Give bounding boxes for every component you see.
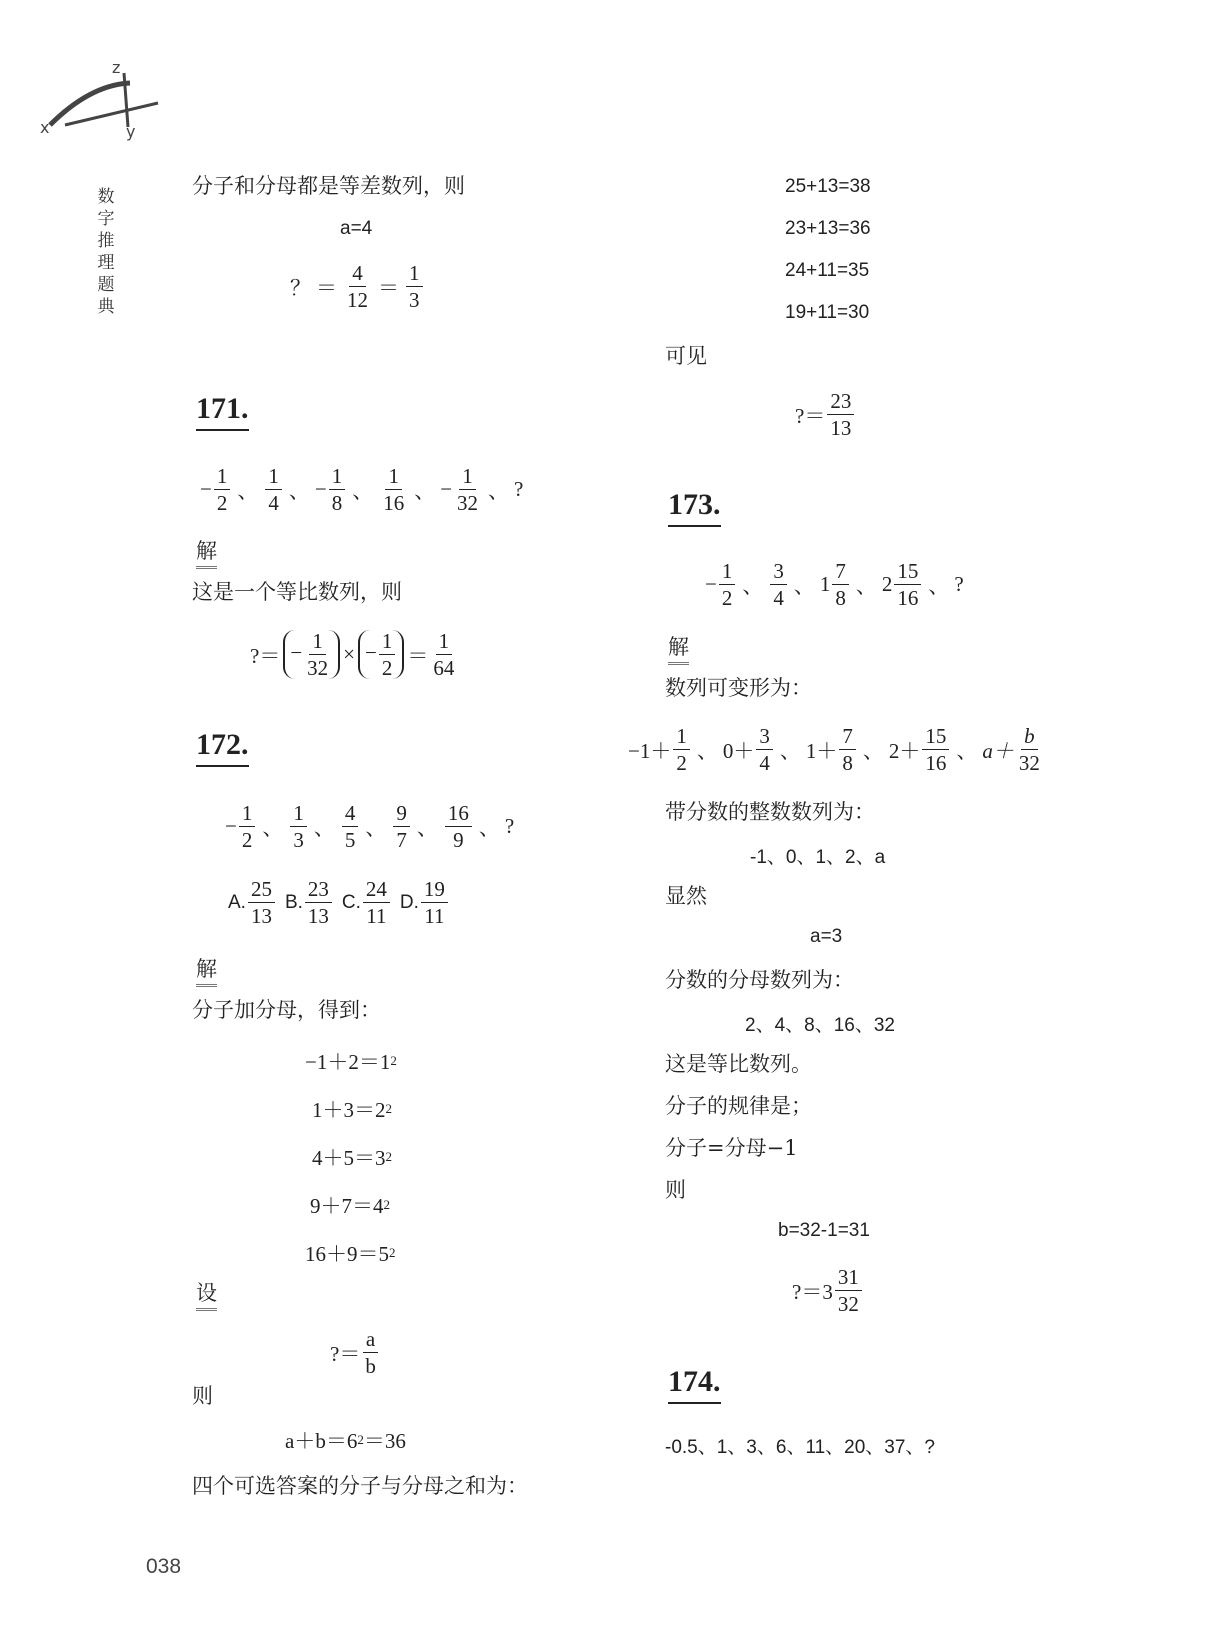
integer-sequence: -1、0、1、2、a	[750, 847, 886, 868]
sum-equation: 1＋3＝2 2	[312, 1098, 392, 1122]
solution-label-173: 解	[668, 634, 689, 665]
xianran-text: 显然	[665, 884, 707, 908]
options-sum-text: 四个可选答案的分子与分母之和为：	[192, 1474, 528, 1498]
problem-174-title: 174.	[668, 1365, 721, 1404]
prev-answer: ？ ＝ 4 12 ＝ 1 3	[290, 262, 425, 311]
problem-173-text2: 带分数的整数数列为：	[665, 800, 875, 824]
book-title-vertical	[93, 186, 119, 318]
logo-x-label: x	[40, 118, 50, 137]
axes-logo-icon	[30, 55, 170, 145]
problem-171-text: 这是一个等比数列，则	[192, 580, 402, 604]
then-text-173: 则	[665, 1178, 686, 1202]
side-char: 典	[97, 297, 115, 317]
geometric-text: 这是等比数列。	[665, 1052, 812, 1076]
ab-sum-equation: a＋b＝6 2 ＝36	[285, 1429, 406, 1453]
side-char: 题	[97, 275, 115, 295]
problem-173-sequence: − $\frac{1}{2}$ 、 3 4 、 1 7 8 、 2 15 16 、 ?	[705, 559, 964, 611]
intro-text: 分子和分母都是等差数列，则	[192, 174, 465, 198]
logo-z-label: z	[112, 58, 121, 77]
problem-173-text1: 数列可变形为：	[665, 676, 812, 700]
problem-171-title: 171.	[196, 392, 249, 431]
side-char: 理	[97, 253, 115, 273]
sum-equation: 9＋7＝4 2	[310, 1194, 390, 1218]
problem-174-sequence: -0.5、1、3、6、11、20、37、?	[665, 1437, 935, 1458]
sum-line: 24+11=35	[785, 260, 870, 281]
problem-173-text3: 分数的分母数列为：	[665, 968, 854, 992]
rule2-text: 分子=分母−1	[665, 1136, 798, 1160]
answer-172: ?＝ 23 13	[795, 390, 856, 439]
sum-line: 25+13=38	[785, 176, 871, 197]
sum-equation: −1＋2＝1 2	[305, 1050, 397, 1074]
page-number: 038	[146, 1555, 182, 1578]
problem-172-text: 分子加分母，得到：	[192, 998, 381, 1022]
denominator-sequence: 2、4、8、16、32	[745, 1015, 895, 1036]
b-equation: b=32-1=31	[778, 1220, 870, 1241]
side-char: 推	[97, 231, 115, 251]
solution-label-171: 解	[196, 538, 217, 569]
a-equation: a=4	[340, 218, 373, 239]
kejian-text: 可见	[665, 344, 707, 368]
problem-172-sequence: − $\frac{1}{2}$ 、 1 3 、 4 5 、 9 7 、 16 9 、 ?	[225, 801, 515, 853]
side-char: 字	[97, 209, 115, 229]
problem-173-title: 173.	[668, 488, 721, 527]
a3-equation: a=3	[810, 926, 843, 947]
problem-171-answer: ?＝ − $\frac{1}{32}$ × − $\frac{1}{2}$ ＝ 1 64	[250, 629, 455, 681]
logo-y-label: y	[126, 122, 136, 141]
solution-label-172: 解	[196, 956, 217, 987]
sum-line: 19+11=30	[785, 302, 870, 323]
sum-equation: 4＋5＝3 2	[312, 1146, 392, 1170]
sum-equation: 16＋9＝5 2	[305, 1242, 396, 1266]
problem-171-sequence: − $\frac{1}{2}$ 、 1 4 、 − $\frac{1}{8}$ 、 1 16 、 − $\frac{1}{32}$ 、 ?	[200, 464, 524, 516]
side-char: 数	[97, 187, 115, 207]
sum-line: 23+13=36	[785, 218, 871, 239]
rule-text: 分子的规律是；	[665, 1094, 812, 1118]
ab-fraction: ?＝ a b	[330, 1328, 381, 1377]
then-text: 则	[192, 1384, 213, 1408]
problem-172-title: 172.	[196, 728, 249, 767]
answer-173: ?＝3 31 32	[792, 1266, 864, 1315]
transformed-sequence: −1＋ 1 2 、 0＋ 3 4 、 1＋ 7 8 、 2＋ 15 16 、 a＋ b 32	[628, 724, 1040, 776]
let-label: 设	[196, 1280, 217, 1311]
problem-172-options: A. 25 13 B. 23 13 C. 24 11 D. 19 11	[228, 878, 450, 927]
